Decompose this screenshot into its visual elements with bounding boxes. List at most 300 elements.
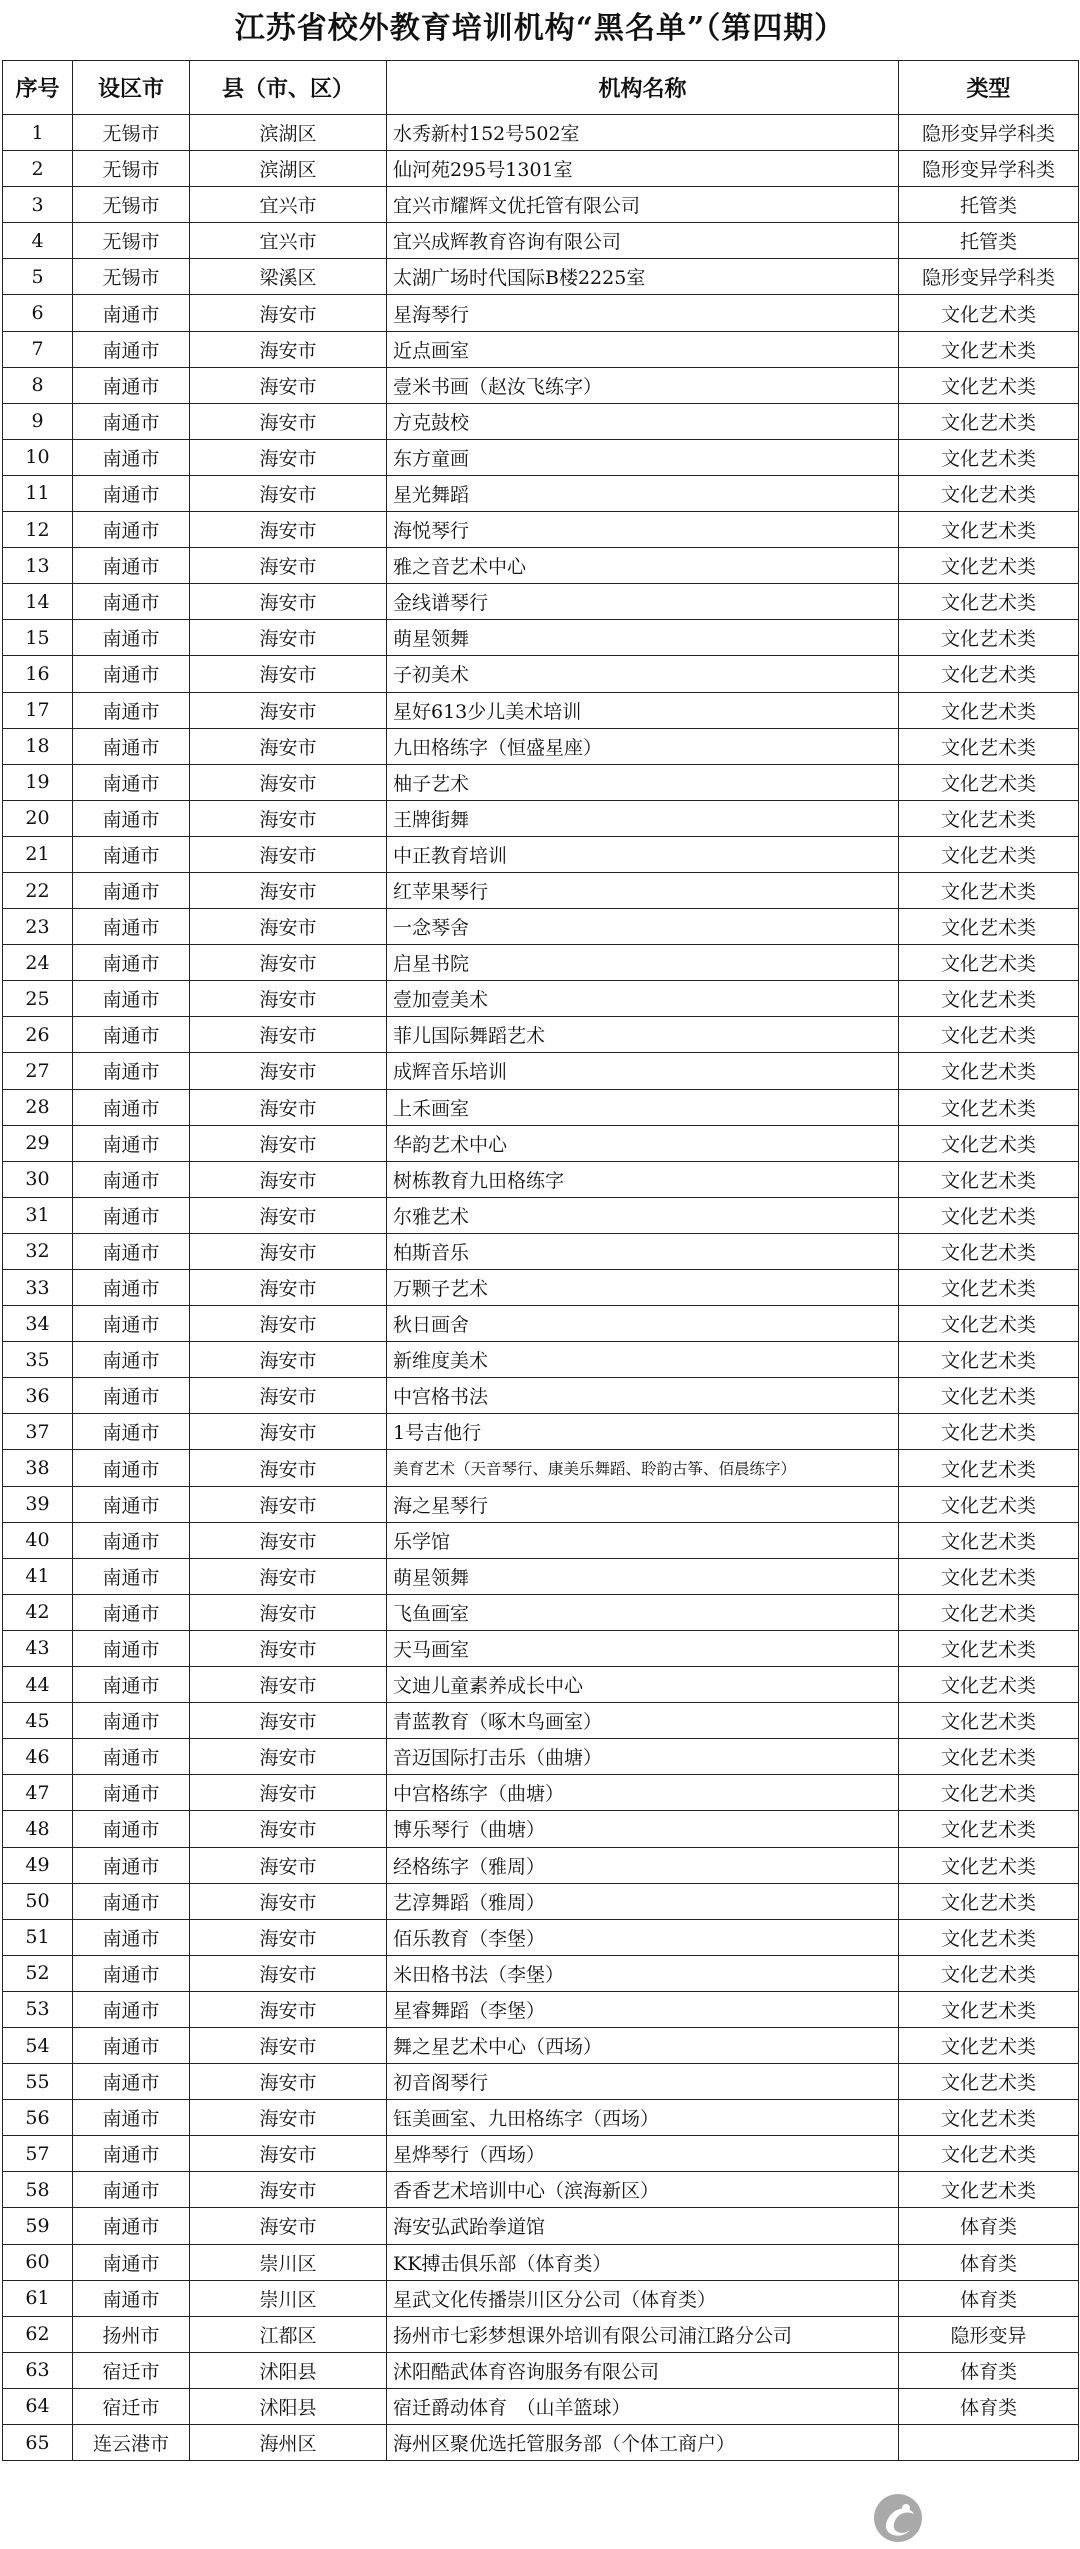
- cell-type: 文化艺术类: [899, 403, 1079, 439]
- table-row: [3, 475, 1079, 511]
- cell-org-name: 仙河苑295号1301室: [387, 151, 899, 187]
- table-row: [3, 403, 1079, 439]
- cell-type: 文化艺术类: [899, 1414, 1079, 1450]
- cell-type: 文化艺术类: [899, 1919, 1079, 1955]
- cell-city: 南通市: [73, 764, 190, 800]
- page-title: 江苏省校外教育培训机构“黑名单”（第四期）: [234, 11, 846, 46]
- table-row: [3, 2208, 1079, 2244]
- table-row: [3, 584, 1079, 620]
- cell-org-name: 钰美画室、九田格练字（西场）: [387, 2100, 899, 2136]
- cell-city: 南通市: [73, 945, 190, 981]
- cell-index: 37: [3, 1414, 73, 1450]
- cell-city: 南通市: [73, 1414, 190, 1450]
- cell-city: 南通市: [73, 1233, 190, 1269]
- cell-county: 海安市: [190, 2027, 387, 2063]
- cell-county: 海安市: [190, 1703, 387, 1739]
- table-row: [3, 367, 1079, 403]
- cell-county: 海安市: [190, 584, 387, 620]
- cell-org-name: 柏斯音乐: [387, 1233, 899, 1269]
- header-org-name: 机构名称: [387, 61, 899, 115]
- cell-org-name: 柚子艺术: [387, 764, 899, 800]
- cell-org-name: 近点画室: [387, 331, 899, 367]
- cell-index: 41: [3, 1558, 73, 1594]
- cell-county: 海安市: [190, 1125, 387, 1161]
- cell-city: 南通市: [73, 1558, 190, 1594]
- cell-city: 南通市: [73, 1197, 190, 1233]
- table-row: [3, 151, 1079, 187]
- cell-city: 南通市: [73, 909, 190, 945]
- cell-index: 16: [3, 656, 73, 692]
- cell-city: 南通市: [73, 2027, 190, 2063]
- cell-org-name: 一念琴舍: [387, 909, 899, 945]
- table-row: [3, 259, 1079, 295]
- cell-index: 17: [3, 692, 73, 728]
- cell-county: 海安市: [190, 1053, 387, 1089]
- cell-city: 南通市: [73, 1053, 190, 1089]
- cell-index: 65: [3, 2425, 73, 2461]
- cell-org-name: 秋日画舍: [387, 1306, 899, 1342]
- cell-type: 体育类: [899, 2244, 1079, 2280]
- cell-index: 31: [3, 1197, 73, 1233]
- cell-index: 45: [3, 1703, 73, 1739]
- cell-county: 海安市: [190, 692, 387, 728]
- cell-index: 57: [3, 2136, 73, 2172]
- cell-county: 海安市: [190, 872, 387, 908]
- cell-type: 文化艺术类: [899, 1270, 1079, 1306]
- cell-index: 21: [3, 836, 73, 872]
- cell-county: 滨湖区: [190, 115, 387, 151]
- cell-org-name: 天马画室: [387, 1630, 899, 1666]
- cell-org-name: 子初美术: [387, 656, 899, 692]
- cell-index: 7: [3, 331, 73, 367]
- table-row: [3, 945, 1079, 981]
- cell-type: 文化艺术类: [899, 1125, 1079, 1161]
- cell-county: 沭阳县: [190, 2388, 387, 2424]
- table-row: [3, 2064, 1079, 2100]
- cell-type: 文化艺术类: [899, 1811, 1079, 1847]
- cell-index: 58: [3, 2172, 73, 2208]
- cell-index: 18: [3, 728, 73, 764]
- table-row: [3, 331, 1079, 367]
- cell-city: 南通市: [73, 800, 190, 836]
- cell-county: 海安市: [190, 1847, 387, 1883]
- table-row: [3, 1811, 1079, 1847]
- cell-city: 南通市: [73, 1847, 190, 1883]
- cell-type: 文化艺术类: [899, 728, 1079, 764]
- cell-city: 南通市: [73, 2208, 190, 2244]
- table-row: [3, 1378, 1079, 1414]
- cell-type: 文化艺术类: [899, 909, 1079, 945]
- cell-city: 无锡市: [73, 187, 190, 223]
- table-row: [3, 1270, 1079, 1306]
- cell-county: 海安市: [190, 475, 387, 511]
- cell-city: 南通市: [73, 692, 190, 728]
- cell-index: 52: [3, 1955, 73, 1991]
- cell-type: 文化艺术类: [899, 872, 1079, 908]
- cell-org-name: 文迪儿童素养成长中心: [387, 1667, 899, 1703]
- table-row: [3, 692, 1079, 728]
- cell-org-name: 艺淳舞蹈（雅周）: [387, 1883, 899, 1919]
- cell-index: 3: [3, 187, 73, 223]
- cell-type: 文化艺术类: [899, 1342, 1079, 1378]
- cell-org-name: 中正教育培训: [387, 836, 899, 872]
- cell-city: 南通市: [73, 512, 190, 548]
- table-row: [3, 909, 1079, 945]
- table-row: [3, 1450, 1079, 1486]
- table-row: [3, 764, 1079, 800]
- cell-type: 文化艺术类: [899, 764, 1079, 800]
- table-row: [3, 512, 1079, 548]
- cell-org-name: 王牌街舞: [387, 800, 899, 836]
- cell-index: 26: [3, 1017, 73, 1053]
- cell-city: 南通市: [73, 403, 190, 439]
- cell-index: 59: [3, 2208, 73, 2244]
- cell-county: 海安市: [190, 512, 387, 548]
- cell-city: 南通市: [73, 1919, 190, 1955]
- table-row: [3, 1342, 1079, 1378]
- table-row: [3, 2280, 1079, 2316]
- cell-type: 文化艺术类: [899, 620, 1079, 656]
- cell-county: 海安市: [190, 800, 387, 836]
- cell-org-name: 宿迁爵动体育 （山羊篮球）: [387, 2388, 899, 2424]
- cell-city: 南通市: [73, 1342, 190, 1378]
- cell-city: 南通市: [73, 1125, 190, 1161]
- cell-type: 文化艺术类: [899, 548, 1079, 584]
- cell-org-name: 菲儿国际舞蹈艺术: [387, 1017, 899, 1053]
- table-row: [3, 656, 1079, 692]
- cell-county: 海安市: [190, 1414, 387, 1450]
- header-type: 类型: [899, 61, 1079, 115]
- cell-index: 15: [3, 620, 73, 656]
- cell-org-name: 壹米书画（赵汝飞练字）: [387, 367, 899, 403]
- cell-type: 隐形变异学科类: [899, 151, 1079, 187]
- cell-type: 文化艺术类: [899, 367, 1079, 403]
- cell-county: 海安市: [190, 1558, 387, 1594]
- cell-org-name: 美育艺术（天音琴行、康美乐舞蹈、聆韵古筝、佰晨练字）: [387, 1450, 899, 1486]
- cell-city: 南通市: [73, 1378, 190, 1414]
- cell-type: 文化艺术类: [899, 836, 1079, 872]
- cell-type: 文化艺术类: [899, 2136, 1079, 2172]
- cell-org-name: 方克鼓校: [387, 403, 899, 439]
- cell-county: 海安市: [190, 1306, 387, 1342]
- table-row: [3, 1486, 1079, 1522]
- cell-type: 文化艺术类: [899, 1991, 1079, 2027]
- cell-county: 海安市: [190, 2136, 387, 2172]
- cell-type: 文化艺术类: [899, 981, 1079, 1017]
- table-body: [3, 115, 1079, 2461]
- cell-type: 文化艺术类: [899, 1955, 1079, 1991]
- cell-city: 南通市: [73, 656, 190, 692]
- cell-city: 南通市: [73, 1811, 190, 1847]
- cell-index: 46: [3, 1739, 73, 1775]
- table-row: [3, 1955, 1079, 1991]
- cell-index: 4: [3, 223, 73, 259]
- cell-index: 27: [3, 1053, 73, 1089]
- table-row: [3, 800, 1079, 836]
- table-row: [3, 1667, 1079, 1703]
- cell-county: 海安市: [190, 764, 387, 800]
- cell-county: 海安市: [190, 2172, 387, 2208]
- cell-org-name: 佰乐教育（李堡）: [387, 1919, 899, 1955]
- cell-city: 南通市: [73, 836, 190, 872]
- table-row: [3, 728, 1079, 764]
- cell-city: 扬州市: [73, 2316, 190, 2352]
- cell-org-name: 成辉音乐培训: [387, 1053, 899, 1089]
- cell-city: 南通市: [73, 295, 190, 331]
- cell-org-name: 启星书院: [387, 945, 899, 981]
- cell-org-name: 星好613少儿美术培训: [387, 692, 899, 728]
- cell-org-name: 水秀新村152号502室: [387, 115, 899, 151]
- cell-county: 宜兴市: [190, 187, 387, 223]
- cell-county: 海安市: [190, 2064, 387, 2100]
- cell-type: 文化艺术类: [899, 295, 1079, 331]
- table-row: [3, 2172, 1079, 2208]
- cell-county: 海安市: [190, 331, 387, 367]
- table-row: [3, 1991, 1079, 2027]
- cell-type: 文化艺术类: [899, 439, 1079, 475]
- table-row: [3, 1197, 1079, 1233]
- cell-city: 南通市: [73, 1630, 190, 1666]
- cell-index: 24: [3, 945, 73, 981]
- cell-org-name: 红苹果琴行: [387, 872, 899, 908]
- cell-index: 39: [3, 1486, 73, 1522]
- cell-city: 南通市: [73, 331, 190, 367]
- cell-type: 文化艺术类: [899, 475, 1079, 511]
- cell-county: 海安市: [190, 1342, 387, 1378]
- cell-index: 63: [3, 2352, 73, 2388]
- table-row: [3, 1847, 1079, 1883]
- cell-city: 南通市: [73, 2172, 190, 2208]
- cell-index: 47: [3, 1775, 73, 1811]
- cell-index: 6: [3, 295, 73, 331]
- cell-county: 海安市: [190, 909, 387, 945]
- cell-index: 2: [3, 151, 73, 187]
- cell-county: 海安市: [190, 1486, 387, 1522]
- cell-county: 海安市: [190, 656, 387, 692]
- cell-index: 13: [3, 548, 73, 584]
- table-row: [3, 2136, 1079, 2172]
- cell-county: 滨湖区: [190, 151, 387, 187]
- cell-type: 文化艺术类: [899, 2064, 1079, 2100]
- cell-org-name: 星烨琴行（西场）: [387, 2136, 899, 2172]
- table-row: [3, 2425, 1079, 2461]
- cell-county: 海安市: [190, 1089, 387, 1125]
- cell-county: 海安市: [190, 1667, 387, 1703]
- cell-type: 托管类: [899, 223, 1079, 259]
- cell-org-name: 宜兴市耀辉文优托管有限公司: [387, 187, 899, 223]
- cell-county: 海安市: [190, 1161, 387, 1197]
- table-row: [3, 2244, 1079, 2280]
- cell-city: 南通市: [73, 1161, 190, 1197]
- table-row: [3, 1053, 1079, 1089]
- cell-county: 海安市: [190, 836, 387, 872]
- cell-county: 海安市: [190, 1594, 387, 1630]
- cell-type: 文化艺术类: [899, 1017, 1079, 1053]
- cell-index: 1: [3, 115, 73, 151]
- cell-org-name: 乐学馆: [387, 1522, 899, 1558]
- cell-index: 56: [3, 2100, 73, 2136]
- cell-org-name: 海安弘武跆拳道馆: [387, 2208, 899, 2244]
- cell-city: 南通市: [73, 872, 190, 908]
- cell-org-name: 东方童画: [387, 439, 899, 475]
- cell-county: 海安市: [190, 1197, 387, 1233]
- cell-type: 文化艺术类: [899, 1883, 1079, 1919]
- cell-type: 体育类: [899, 2208, 1079, 2244]
- cell-county: 海安市: [190, 1919, 387, 1955]
- cell-city: 南通市: [73, 475, 190, 511]
- table-row: [3, 1558, 1079, 1594]
- cell-type: 体育类: [899, 2388, 1079, 2424]
- cell-city: 南通市: [73, 2100, 190, 2136]
- cell-city: 南通市: [73, 2136, 190, 2172]
- cell-org-name: 萌星领舞: [387, 620, 899, 656]
- cell-city: 南通市: [73, 1017, 190, 1053]
- table-row: [3, 2316, 1079, 2352]
- table-row: [3, 115, 1079, 151]
- cell-index: 25: [3, 981, 73, 1017]
- cell-index: 32: [3, 1233, 73, 1269]
- cell-org-name: 飞鱼画室: [387, 1594, 899, 1630]
- cell-city: 南通市: [73, 1703, 190, 1739]
- cell-city: 南通市: [73, 1306, 190, 1342]
- cell-city: 南通市: [73, 1955, 190, 1991]
- cell-city: 南通市: [73, 1522, 190, 1558]
- table-header-row: [3, 61, 1079, 115]
- cell-city: 南通市: [73, 2244, 190, 2280]
- table-row: [3, 1522, 1079, 1558]
- cell-county: 海安市: [190, 367, 387, 403]
- cell-type: 文化艺术类: [899, 1558, 1079, 1594]
- cell-index: 64: [3, 2388, 73, 2424]
- cell-city: 南通市: [73, 1450, 190, 1486]
- cell-org-name: 经格练字（雅周）: [387, 1847, 899, 1883]
- header-county: 县（市、区）: [190, 61, 387, 115]
- cell-index: 12: [3, 512, 73, 548]
- blacklist-table: [2, 60, 1079, 2461]
- cell-index: 53: [3, 1991, 73, 2027]
- cell-city: 南通市: [73, 1667, 190, 1703]
- cell-type: 文化艺术类: [899, 1306, 1079, 1342]
- table-row: [3, 1306, 1079, 1342]
- header-city: 设区市: [73, 61, 190, 115]
- cell-type: 文化艺术类: [899, 1594, 1079, 1630]
- cell-city: 南通市: [73, 584, 190, 620]
- cell-city: 南通市: [73, 1775, 190, 1811]
- table-row: [3, 1089, 1079, 1125]
- cell-index: 43: [3, 1630, 73, 1666]
- cell-org-name: 新维度美术: [387, 1342, 899, 1378]
- cell-org-name: 香香艺术培训中心（滨海新区）: [387, 2172, 899, 2208]
- cell-index: 33: [3, 1270, 73, 1306]
- cell-county: 江都区: [190, 2316, 387, 2352]
- cell-city: 南通市: [73, 1739, 190, 1775]
- cell-county: 海安市: [190, 2208, 387, 2244]
- cell-index: 23: [3, 909, 73, 945]
- cell-type: 文化艺术类: [899, 1089, 1079, 1125]
- cell-type: 隐形变异学科类: [899, 115, 1079, 151]
- table-row: [3, 295, 1079, 331]
- cell-index: 14: [3, 584, 73, 620]
- cell-index: 36: [3, 1378, 73, 1414]
- cell-city: 南通市: [73, 1991, 190, 2027]
- cell-type: 体育类: [899, 2280, 1079, 2316]
- cell-city: 南通市: [73, 2064, 190, 2100]
- cell-county: 海安市: [190, 1378, 387, 1414]
- cell-type: 文化艺术类: [899, 2172, 1079, 2208]
- cell-index: 8: [3, 367, 73, 403]
- cell-city: 南通市: [73, 1883, 190, 1919]
- logo-mark-icon: [868, 2488, 928, 2546]
- cell-type: 文化艺术类: [899, 1161, 1079, 1197]
- cell-index: 28: [3, 1089, 73, 1125]
- cell-city: 南通市: [73, 367, 190, 403]
- cell-index: 30: [3, 1161, 73, 1197]
- cell-org-name: 星光舞蹈: [387, 475, 899, 511]
- cell-city: 南通市: [73, 2280, 190, 2316]
- cell-org-name: 音迈国际打击乐（曲塘）: [387, 1739, 899, 1775]
- cell-county: 海安市: [190, 1450, 387, 1486]
- cell-type: 文化艺术类: [899, 1053, 1079, 1089]
- cell-type: 文化艺术类: [899, 1486, 1079, 1522]
- cell-index: 50: [3, 1883, 73, 1919]
- table-row: [3, 1630, 1079, 1666]
- cell-org-name: 舞之星艺术中心（西场）: [387, 2027, 899, 2063]
- cell-type: 文化艺术类: [899, 945, 1079, 981]
- cell-city: 无锡市: [73, 151, 190, 187]
- table-row: [3, 187, 1079, 223]
- cell-type: 体育类: [899, 2352, 1079, 2388]
- cell-index: 40: [3, 1522, 73, 1558]
- cell-county: 海安市: [190, 1233, 387, 1269]
- cell-county: 海安市: [190, 1811, 387, 1847]
- cell-type: [899, 2425, 1079, 2461]
- cell-county: 海安市: [190, 1017, 387, 1053]
- cell-city: 南通市: [73, 620, 190, 656]
- cell-org-name: 星海琴行: [387, 295, 899, 331]
- cell-county: 海安市: [190, 1270, 387, 1306]
- cell-type: 文化艺术类: [899, 1630, 1079, 1666]
- cell-index: 42: [3, 1594, 73, 1630]
- cell-county: 海安市: [190, 1522, 387, 1558]
- cell-city: 宿迁市: [73, 2352, 190, 2388]
- cell-org-name: 青蓝教育（啄木鸟画室）: [387, 1703, 899, 1739]
- cell-county: 海安市: [190, 295, 387, 331]
- cell-type: 文化艺术类: [899, 1847, 1079, 1883]
- cell-county: 海州区: [190, 2425, 387, 2461]
- table-row: [3, 981, 1079, 1017]
- cell-city: 连云港市: [73, 2425, 190, 2461]
- table-row: [3, 1414, 1079, 1450]
- cell-county: 海安市: [190, 548, 387, 584]
- cell-index: 29: [3, 1125, 73, 1161]
- cell-city: 宿迁市: [73, 2388, 190, 2424]
- cell-city: 无锡市: [73, 115, 190, 151]
- cell-county: 海安市: [190, 981, 387, 1017]
- cell-index: 44: [3, 1667, 73, 1703]
- cell-type: 文化艺术类: [899, 2100, 1079, 2136]
- cell-city: 无锡市: [73, 259, 190, 295]
- cell-county: 海安市: [190, 2100, 387, 2136]
- cell-type: 文化艺术类: [899, 656, 1079, 692]
- cell-index: 19: [3, 764, 73, 800]
- cell-org-name: 壹加壹美术: [387, 981, 899, 1017]
- cell-type: 文化艺术类: [899, 512, 1079, 548]
- cell-type: 文化艺术类: [899, 1739, 1079, 1775]
- table-row: [3, 1775, 1079, 1811]
- table-row: [3, 1919, 1079, 1955]
- cell-type: 文化艺术类: [899, 1197, 1079, 1233]
- table-row: [3, 223, 1079, 259]
